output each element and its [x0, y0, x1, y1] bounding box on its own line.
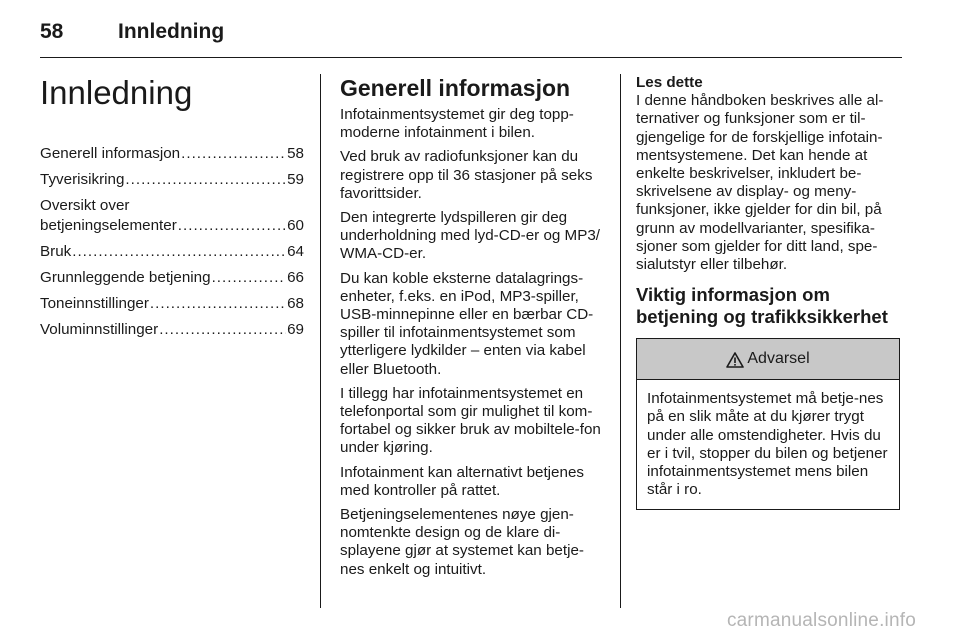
chapter-title: Innledning: [40, 74, 193, 111]
toc-item-grunnleggende-betjening[interactable]: [40, 268, 304, 288]
toc-label: Tyverisikring: [40, 171, 125, 188]
toc-label: Toneinnstillinger: [40, 295, 149, 312]
toc-page: 66: [287, 269, 304, 286]
toc-label: Grunnleggende betjening: [40, 269, 211, 286]
toc-leader: [72, 242, 286, 262]
paragraph: I tillegg har infotainmentsystemet en telefonportal som gir mulighet til kom-fortabel og sikker bruk av mobiltele-fon under kjøring.: [340, 384, 601, 457]
toc-column: [40, 74, 304, 346]
warning-triangle-icon: [726, 352, 744, 368]
paragraph: Den integrerte lydspilleren gir deg underholdning med lyd-CD-er og MP3/ WMA-CD-er.: [340, 209, 601, 263]
toc-leader: [159, 320, 286, 340]
warning-text: Infotainmentsystemet må betje-nes på en slik måte at du kjører trygt under alle omstendigheter. Hvis du er i tvil, stopper du bilen og betjener infotainmentsystemet mens bilen står i ro.: [647, 390, 888, 499]
toc-item-generell-informasjon[interactable]: [40, 144, 304, 164]
paragraph: Infotainmentsystemet gir deg topp-moderne infotainment i bilen.: [340, 106, 574, 142]
watermark: carmanualsonline.info: [726, 610, 916, 631]
toc-label-line1: Oversikt over: [40, 197, 130, 214]
toc-page: 64: [287, 243, 304, 260]
toc-item-voluminnstillinger[interactable]: [40, 320, 304, 340]
toc-page: 69: [287, 321, 304, 338]
paragraph: Betjeningselementenes nøye gjen-nomtenkte design og de klare di-splayene gjør at systemet kan betje-nes enkelt og intuitivt.: [340, 506, 584, 578]
toc-label: betjeningselementer: [40, 217, 177, 234]
toc-page: 59: [287, 171, 304, 188]
toc-page: 60: [287, 217, 304, 234]
warning-box: [636, 338, 900, 510]
page-number: 58: [40, 20, 64, 43]
toc-leader: [125, 170, 286, 190]
side-column: [636, 74, 902, 510]
section-title: Generell informasjon: [340, 75, 571, 101]
toc-item-tyverisikring[interactable]: [40, 170, 304, 190]
subsection-title: Viktig informasjon om betjening og trafikksikkerhet: [636, 284, 888, 328]
warning-header: [637, 339, 899, 380]
toc-label: Voluminnstillinger: [40, 321, 159, 338]
paragraph: Ved bruk av radiofunksjoner kan du registrere opp til 36 stasjoner på seks favorittsider.: [340, 148, 593, 202]
warning-body: [637, 380, 899, 509]
toc-item-toneinnstillinger[interactable]: [40, 294, 304, 314]
toc-leader: [178, 216, 286, 236]
note-text: I denne håndboken beskrives alle al-ternativer og funksjoner som er til-gjengelige for de forskjellige infotain-mentsystemene. Det kan hende at enkelte beskrivelser, inkludert be-skrivelsene av display- og meny-funksjoner, ikke gjelder for din bil, på grunn av modellvarianter, spesifika-sjoner som gjelder for ditt land, spe-sialutstyr eller tilbehør.: [636, 92, 884, 274]
header-rule: [40, 57, 902, 58]
note-heading: Les dette: [636, 74, 703, 91]
column-divider: [320, 74, 321, 608]
page-header: [40, 20, 902, 60]
running-title: Innledning: [118, 20, 225, 43]
table-of-contents: [40, 144, 304, 340]
toc-item-bruk[interactable]: [40, 242, 304, 262]
toc-leader: [150, 294, 286, 314]
toc-item-oversikt-over-betjeningselementer[interactable]: [40, 196, 304, 236]
warning-label: Advarsel: [747, 350, 810, 368]
toc-page: 58: [287, 145, 304, 162]
column-divider: [620, 74, 621, 608]
toc-leader: [181, 144, 286, 164]
toc-label: Bruk: [40, 243, 72, 260]
main-text-column: [340, 74, 604, 585]
toc-label: Generell informasjon: [40, 145, 181, 162]
paragraph: Du kan koble eksterne datalagrings-enheter, f.eks. en iPod, MP3-spiller, USB-minnepinne eller en bærbar CD-spiller til infotainmentsystemet som ytterligere lydkilder – enten via kabel eller Bluetooth.: [340, 269, 594, 378]
toc-leader: [212, 268, 287, 288]
paragraph: Infotainment kan alternativt betjenes med kontroller på rattet.: [340, 463, 584, 499]
toc-page: 68: [287, 295, 304, 312]
